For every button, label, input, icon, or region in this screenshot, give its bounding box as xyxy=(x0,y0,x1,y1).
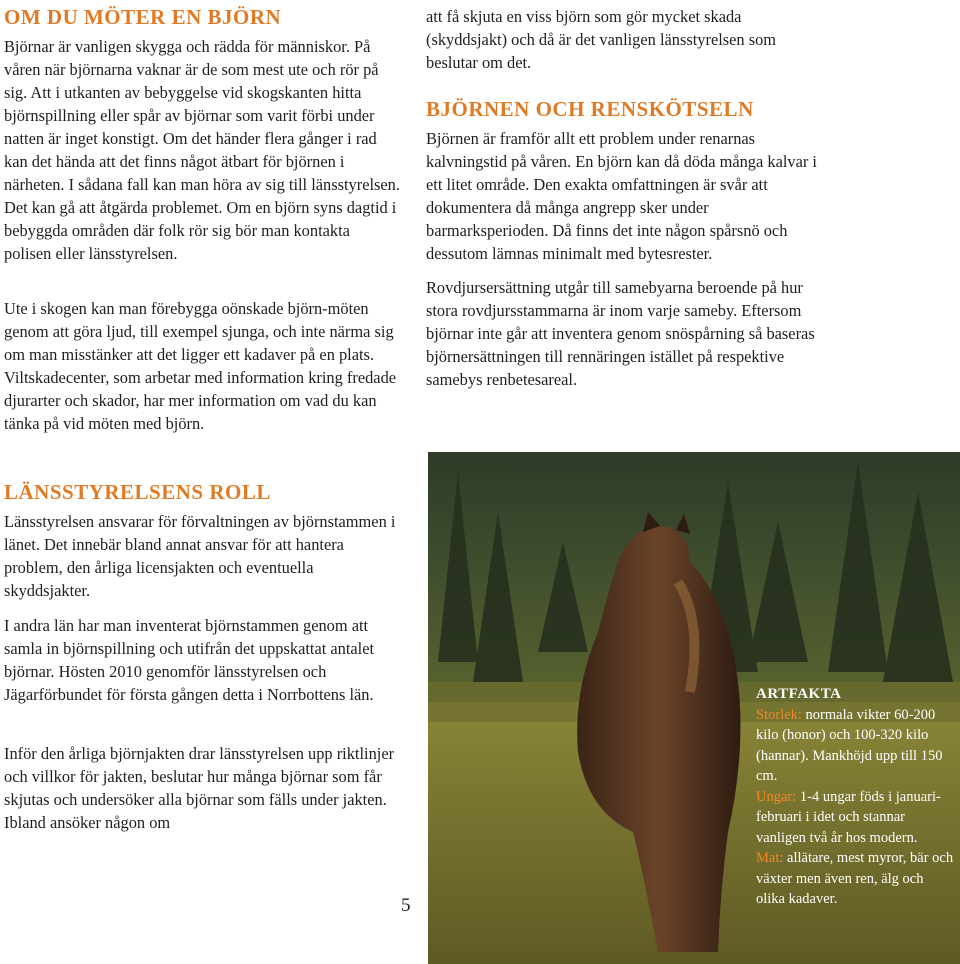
facts-food-text: allätare, mest myror, bär och växter men även ren, älg och olika kadaver. xyxy=(756,850,954,907)
paragraph-role-1: Länsstyrelsen ansvarar för förvaltningen av björnstammen i länet. Det innebär bland annat ansvar för att hantera problem, den årliga licensjakten och eventuella skyddsjakter. xyxy=(4,512,396,600)
section-heading-reindeer: BJÖRNEN OCH RENSKÖTSELN xyxy=(426,97,754,121)
facts-size-text: normala vikter 60-200 kilo (honor) och 100-320 kilo (hannar). Mankhöjd upp till 150 cm. xyxy=(756,706,943,784)
page-number: 5 xyxy=(401,895,411,916)
facts-size xyxy=(756,705,956,787)
facts-young-label: Ungar: xyxy=(756,788,797,805)
facts-food xyxy=(756,848,956,910)
facts-size-label: Storlek: xyxy=(756,706,802,723)
facts-title: ARTFAKTA xyxy=(756,686,842,702)
paragraph-role-3: Inför den årliga björnjakten drar länsstyrelsen upp riktlinjer och villkor för jakten, beslutar hur många björnar som får skjutas och undersöker alla björnar som fälls under jakten. Ibland ansöker någon om xyxy=(4,744,395,832)
facts-young-text: 1-4 ungar föds i januari-februari i idet och stannar vanligen två år hos modern. xyxy=(756,788,941,846)
paragraph-reindeer-2: Rovdjursersättning utgår till samebyarna beroende på hur stora rovdjursstammarna är inom varje sameby. Eftersom björnar inte går att inventera genom snöspårning så baseras björnersättningen till rennäringen istället på respektive samebys renbetesareal. xyxy=(426,278,815,389)
section-heading-meeting-bear: OM DU MÖTER EN BJÖRN xyxy=(4,5,282,29)
paragraph-continuation: att få skjuta en viss björn som gör mycket skada (skyddsjakt) och då är det vanligen länsstyrelsen som beslutar om det. xyxy=(426,7,777,72)
paragraph-reindeer-1: Björnen är framför allt ett problem under renarnas kalvningstid på våren. En björn kan då döda många kalvar i ett litet område. Den exakta omfattningen är svår att dokumentera då många angrepp sker under barmarksperioden. Då finns det inte någon spårsnö och dessutom lämnas minimalt med bytesrester. xyxy=(426,129,817,263)
paragraph-role-2: I andra län har man inventerat björnstammen genom att samla in björnspillning och utifrån det uppskattat antalet björnar. Hösten 2010 genomför länsstyrelsen och Jägarförbundet för första gången detta i Norrbottens län. xyxy=(4,616,375,704)
facts-young xyxy=(756,787,956,849)
species-facts-box xyxy=(756,684,956,910)
section-heading-county-role: LÄNSSTYRELSENS ROLL xyxy=(4,480,271,504)
facts-food-label: Mat: xyxy=(756,850,784,866)
paragraph-meeting-1: Björnar är vanligen skygga och rädda för människor. På våren när björnarna vaknar är de som mest ute och rör på sig. Att i utkanten av bebyggelse vid skogskanten hitta björnspillning eller spår av björnar som varit förbi under natten är inget konstigt. Om det händer flera gånger i rad kan det hända att det finns något ätbart för björnen i närheten. I sådana fall kan man höra av sig till länsstyrelsen. Det kan gå att åtgärda problemet. Om en björn syns dagtid i bebyggda områden där folk rör sig bör man kontakta polisen eller länsstyrelsen. xyxy=(4,37,400,263)
paragraph-meeting-2: Ute i skogen kan man förebygga oönskade björn-möten genom att göra ljud, till exempel sjunga, och inte närma sig om man misstänker att det ligger ett kadaver på en plats. Viltskadecenter, som arbetar med information kring fredade djurarter och skador, har mer information om vad du kan tänka på vid möten med björn. xyxy=(4,299,397,433)
